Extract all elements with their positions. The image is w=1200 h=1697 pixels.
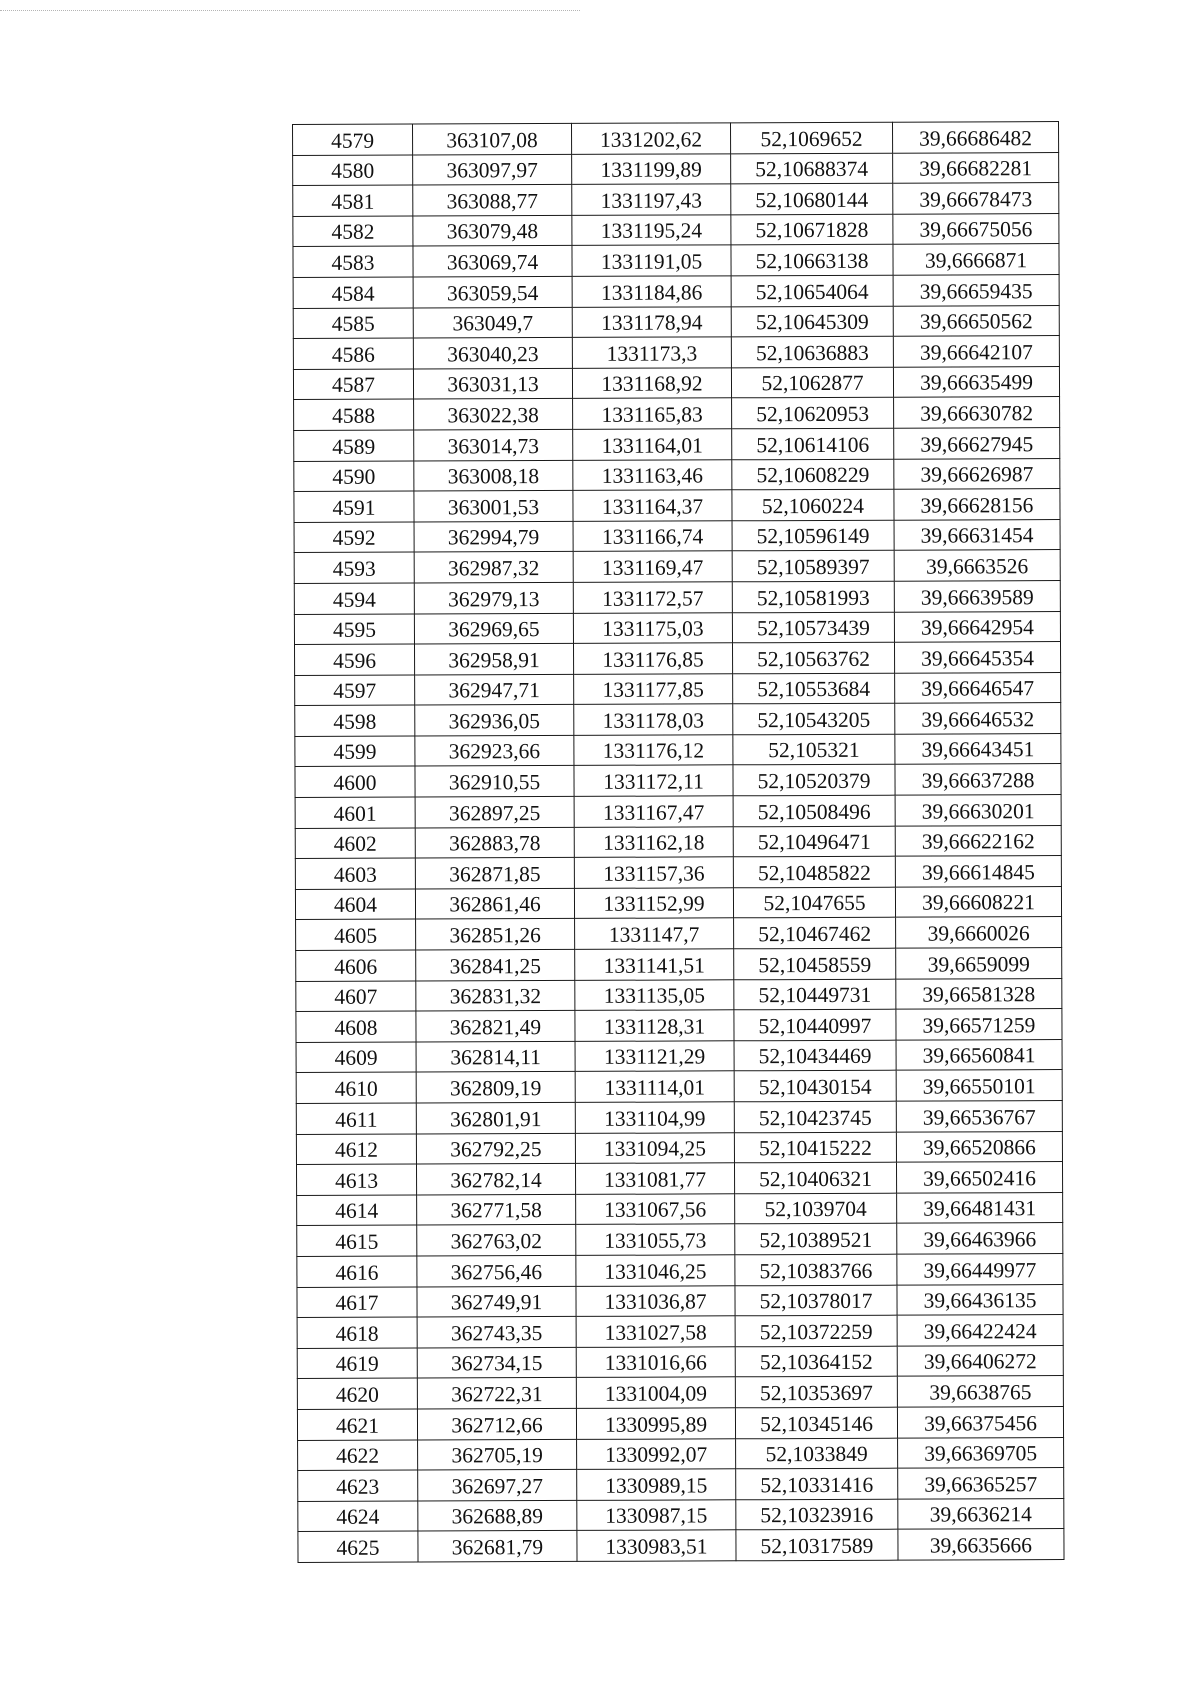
y-coordinate-cell: 1331199,89: [572, 153, 731, 184]
y-coordinate-cell: 1331121,29: [575, 1041, 734, 1072]
x-coordinate-cell: 362763,02: [417, 1225, 576, 1256]
point-number-cell: 4580: [293, 155, 413, 186]
y-coordinate-cell: 1331175,03: [573, 612, 732, 643]
y-coordinate-cell: 1331195,24: [572, 215, 731, 246]
table-row: [293, 366, 1059, 400]
y-coordinate-cell: 1331157,36: [574, 857, 733, 888]
y-coordinate-cell: 1331094,25: [575, 1132, 734, 1163]
longitude-cell: 39,6638765: [897, 1376, 1063, 1407]
table-row: [295, 886, 1061, 920]
y-coordinate-cell: 1331172,57: [573, 582, 732, 613]
point-number-cell: 4579: [293, 124, 413, 155]
x-coordinate-cell: 362743,35: [417, 1317, 576, 1348]
x-coordinate-cell: 362821,49: [416, 1011, 575, 1042]
x-coordinate-cell: 362969,65: [414, 613, 573, 644]
longitude-cell: 39,66627945: [894, 427, 1060, 458]
latitude-cell: 52,10345146: [735, 1407, 897, 1438]
point-number-cell: 4610: [296, 1072, 416, 1103]
latitude-cell: 52,10671828: [731, 214, 893, 245]
point-number-cell: 4597: [295, 675, 415, 706]
y-coordinate-cell: 1331104,99: [575, 1102, 734, 1133]
latitude-cell: 52,10563762: [732, 642, 894, 673]
point-number-cell: 4588: [294, 399, 414, 430]
point-number-cell: 4587: [293, 369, 413, 400]
y-coordinate-cell: 1331177,85: [574, 673, 733, 704]
table-row: [294, 642, 1060, 676]
y-coordinate-cell: 1331147,7: [575, 918, 734, 949]
x-coordinate-cell: 363059,54: [413, 276, 572, 307]
latitude-cell: 52,10364152: [735, 1346, 897, 1377]
table-row: [296, 1039, 1062, 1073]
y-coordinate-cell: 1331164,01: [573, 429, 732, 460]
y-coordinate-cell: 1331055,73: [576, 1224, 735, 1255]
longitude-cell: 39,66406272: [897, 1345, 1063, 1376]
x-coordinate-cell: 362697,27: [418, 1470, 577, 1501]
x-coordinate-cell: 362809,19: [416, 1072, 575, 1103]
table-row: [297, 1192, 1063, 1226]
latitude-cell: 52,10543205: [733, 703, 895, 734]
table-row: [297, 1376, 1063, 1410]
coordinates-table-body: [293, 122, 1065, 1563]
point-number-cell: 4623: [298, 1470, 418, 1501]
y-coordinate-cell: 1331166,74: [573, 521, 732, 552]
longitude-cell: 39,66608221: [895, 886, 1061, 917]
latitude-cell: 52,10383766: [735, 1254, 897, 1285]
table-row: [294, 397, 1060, 431]
latitude-cell: 52,10423745: [734, 1101, 896, 1132]
latitude-cell: 52,10353697: [735, 1377, 897, 1408]
y-coordinate-cell: 1331162,18: [574, 826, 733, 857]
latitude-cell: 52,10406321: [734, 1162, 896, 1193]
latitude-cell: 52,10589397: [732, 551, 894, 582]
longitude-cell: 39,66686482: [892, 122, 1058, 153]
point-number-cell: 4606: [296, 950, 416, 981]
longitude-cell: 39,66628156: [894, 489, 1060, 520]
point-number-cell: 4599: [295, 736, 415, 767]
y-coordinate-cell: 1330992,07: [577, 1438, 736, 1469]
point-number-cell: 4593: [294, 552, 414, 583]
point-number-cell: 4581: [293, 185, 413, 216]
y-coordinate-cell: 1331067,56: [576, 1194, 735, 1225]
x-coordinate-cell: 362910,55: [415, 766, 574, 797]
x-coordinate-cell: 362851,26: [416, 919, 575, 950]
longitude-cell: 39,66678473: [893, 183, 1059, 214]
longitude-cell: 39,66626987: [894, 458, 1060, 489]
x-coordinate-cell: 362722,31: [417, 1378, 576, 1409]
y-coordinate-cell: 1331165,83: [573, 398, 732, 429]
point-number-cell: 4601: [295, 797, 415, 828]
point-number-cell: 4594: [294, 583, 414, 614]
longitude-cell: 39,66365257: [898, 1468, 1064, 1499]
x-coordinate-cell: 362841,25: [416, 949, 575, 980]
longitude-cell: 39,66645354: [894, 642, 1060, 673]
y-coordinate-cell: 1331191,05: [572, 245, 731, 276]
y-coordinate-cell: 1331197,43: [572, 184, 731, 215]
latitude-cell: 52,10485822: [733, 856, 895, 887]
x-coordinate-cell: 363049,7: [413, 307, 572, 338]
point-number-cell: 4619: [297, 1348, 417, 1379]
x-coordinate-cell: 363031,13: [413, 368, 572, 399]
latitude-cell: 52,1033849: [736, 1438, 898, 1469]
latitude-cell: 52,1062877: [731, 367, 893, 398]
point-number-cell: 4625: [298, 1531, 418, 1562]
table-row: [297, 1284, 1063, 1318]
table-row: [297, 1345, 1063, 1379]
longitude-cell: 39,66449977: [897, 1254, 1063, 1285]
longitude-cell: 39,6666871: [893, 244, 1059, 275]
table-row: [295, 672, 1061, 706]
y-coordinate-cell: 1331135,05: [575, 979, 734, 1010]
table-row: [296, 948, 1062, 982]
longitude-cell: 39,66646532: [895, 703, 1061, 734]
latitude-cell: 52,1069652: [730, 122, 892, 153]
longitude-cell: 39,66622162: [895, 825, 1061, 856]
x-coordinate-cell: 363107,08: [413, 123, 572, 154]
x-coordinate-cell: 362923,66: [415, 735, 574, 766]
table-row: [296, 1009, 1062, 1043]
table-row: [294, 519, 1060, 553]
latitude-cell: 52,10520379: [733, 765, 895, 796]
latitude-cell: 52,1060224: [732, 489, 894, 520]
longitude-cell: 39,66463966: [897, 1223, 1063, 1254]
latitude-cell: 52,10620953: [732, 398, 894, 429]
table-row: [293, 305, 1059, 339]
y-coordinate-cell: 1331176,12: [574, 735, 733, 766]
x-coordinate-cell: 363069,74: [413, 246, 572, 277]
latitude-cell: 52,1039704: [735, 1193, 897, 1224]
longitude-cell: 39,6659099: [896, 948, 1062, 979]
longitude-cell: 39,6660026: [896, 917, 1062, 948]
y-coordinate-cell: 1331046,25: [576, 1255, 735, 1286]
x-coordinate-cell: 363014,73: [414, 429, 573, 460]
longitude-cell: 39,66639589: [894, 580, 1060, 611]
point-number-cell: 4605: [296, 919, 416, 950]
table-row: [297, 1406, 1063, 1440]
x-coordinate-cell: 363097,97: [413, 154, 572, 185]
table-row: [298, 1468, 1064, 1502]
longitude-cell: 39,66650562: [893, 305, 1059, 336]
table-row: [295, 795, 1061, 829]
point-number-cell: 4611: [296, 1103, 416, 1134]
y-coordinate-cell: 1331176,85: [573, 643, 732, 674]
longitude-cell: 39,66642107: [893, 336, 1059, 367]
table-row: [297, 1223, 1063, 1257]
latitude-cell: 52,10596149: [732, 520, 894, 551]
longitude-cell: 39,66631454: [894, 519, 1060, 550]
y-coordinate-cell: 1331167,47: [574, 796, 733, 827]
table-row: [297, 1315, 1063, 1349]
point-number-cell: 4603: [295, 858, 415, 889]
table-row: [296, 1131, 1062, 1165]
scan-artifact-line: [0, 10, 580, 11]
table-row: [298, 1437, 1064, 1471]
latitude-cell: 52,10378017: [735, 1285, 897, 1316]
latitude-cell: 52,10553684: [733, 673, 895, 704]
point-number-cell: 4617: [297, 1287, 417, 1318]
table-row: [295, 703, 1061, 737]
x-coordinate-cell: 363008,18: [414, 460, 573, 491]
longitude-cell: 39,66436135: [897, 1284, 1063, 1315]
y-coordinate-cell: 1331027,58: [576, 1316, 735, 1347]
x-coordinate-cell: 362771,58: [417, 1194, 576, 1225]
table-row: [294, 427, 1060, 461]
longitude-cell: 39,66659435: [893, 275, 1059, 306]
latitude-cell: 52,1047655: [733, 887, 895, 918]
x-coordinate-cell: 362947,71: [415, 674, 574, 705]
table-row: [293, 244, 1059, 278]
point-number-cell: 4607: [296, 981, 416, 1012]
point-number-cell: 4613: [296, 1164, 416, 1195]
x-coordinate-cell: 362801,91: [416, 1102, 575, 1133]
y-coordinate-cell: 1331184,86: [572, 276, 731, 307]
point-number-cell: 4602: [295, 828, 415, 859]
x-coordinate-cell: 362883,78: [415, 827, 574, 858]
longitude-cell: 39,66502416: [896, 1162, 1062, 1193]
longitude-cell: 39,66630201: [895, 795, 1061, 826]
table-row: [293, 183, 1059, 217]
coordinates-table: [292, 121, 1065, 1563]
x-coordinate-cell: 362734,15: [417, 1347, 576, 1378]
point-number-cell: 4590: [294, 461, 414, 492]
x-coordinate-cell: 362712,66: [417, 1408, 576, 1439]
y-coordinate-cell: 1331081,77: [575, 1163, 734, 1194]
latitude-cell: 52,10608229: [732, 459, 894, 490]
table-row: [293, 336, 1059, 370]
x-coordinate-cell: 362749,91: [417, 1286, 576, 1317]
y-coordinate-cell: 1331172,11: [574, 765, 733, 796]
latitude-cell: 52,10449731: [734, 979, 896, 1010]
table-row: [296, 978, 1062, 1012]
longitude-cell: 39,66682281: [893, 152, 1059, 183]
y-coordinate-cell: 1331004,09: [576, 1377, 735, 1408]
table-row: [297, 1254, 1063, 1288]
table-row: [294, 580, 1060, 614]
table-row: [294, 458, 1060, 492]
y-coordinate-cell: 1330983,51: [577, 1530, 736, 1561]
x-coordinate-cell: 362897,25: [415, 796, 574, 827]
point-number-cell: 4591: [294, 491, 414, 522]
x-coordinate-cell: 362871,85: [415, 858, 574, 889]
x-coordinate-cell: 362936,05: [415, 705, 574, 736]
latitude-cell: 52,10663138: [731, 245, 893, 276]
table-row: [295, 856, 1061, 890]
latitude-cell: 52,10331416: [736, 1468, 898, 1499]
point-number-cell: 4582: [293, 216, 413, 247]
x-coordinate-cell: 362792,25: [416, 1133, 575, 1164]
point-number-cell: 4595: [294, 614, 414, 645]
latitude-cell: 52,10389521: [735, 1224, 897, 1255]
longitude-cell: 39,6636214: [898, 1498, 1064, 1529]
table-row: [296, 1101, 1062, 1135]
point-number-cell: 4604: [295, 889, 415, 920]
point-number-cell: 4614: [297, 1195, 417, 1226]
latitude-cell: 52,10680144: [731, 183, 893, 214]
point-number-cell: 4615: [297, 1225, 417, 1256]
y-coordinate-cell: 1331178,94: [572, 306, 731, 337]
longitude-cell: 39,66643451: [895, 733, 1061, 764]
x-coordinate-cell: 362705,19: [418, 1439, 577, 1470]
x-coordinate-cell: 363001,53: [414, 491, 573, 522]
longitude-cell: 39,66520866: [896, 1131, 1062, 1162]
point-number-cell: 4609: [296, 1042, 416, 1073]
longitude-cell: 39,66375456: [897, 1406, 1063, 1437]
x-coordinate-cell: 362782,14: [416, 1164, 575, 1195]
y-coordinate-cell: 1331114,01: [575, 1071, 734, 1102]
latitude-cell: 52,10508496: [733, 795, 895, 826]
longitude-cell: 39,66560841: [896, 1039, 1062, 1070]
latitude-cell: 52,10415222: [734, 1132, 896, 1163]
table-row: [294, 611, 1060, 645]
y-coordinate-cell: 1331163,46: [573, 459, 732, 490]
latitude-cell: 52,10573439: [732, 612, 894, 643]
y-coordinate-cell: 1331036,87: [576, 1285, 735, 1316]
longitude-cell: 39,6663526: [894, 550, 1060, 581]
longitude-cell: 39,66422424: [897, 1315, 1063, 1346]
point-number-cell: 4600: [295, 767, 415, 798]
x-coordinate-cell: 363022,38: [414, 399, 573, 430]
x-coordinate-cell: 363088,77: [413, 185, 572, 216]
longitude-cell: 39,66642954: [894, 611, 1060, 642]
latitude-cell: 52,10688374: [731, 153, 893, 184]
y-coordinate-cell: 1331141,51: [575, 949, 734, 980]
x-coordinate-cell: 362987,32: [414, 552, 573, 583]
latitude-cell: 52,10654064: [731, 275, 893, 306]
point-number-cell: 4589: [294, 430, 414, 461]
latitude-cell: 52,10496471: [733, 826, 895, 857]
table-row: [296, 917, 1062, 951]
point-number-cell: 4618: [297, 1317, 417, 1348]
table-row: [298, 1498, 1064, 1532]
longitude-cell: 39,66614845: [895, 856, 1061, 887]
x-coordinate-cell: 363079,48: [413, 215, 572, 246]
y-coordinate-cell: 1331128,31: [575, 1010, 734, 1041]
point-number-cell: 4598: [295, 705, 415, 736]
longitude-cell: 39,66581328: [896, 978, 1062, 1009]
latitude-cell: 52,10467462: [734, 918, 896, 949]
longitude-cell: 39,66550101: [896, 1070, 1062, 1101]
point-number-cell: 4608: [296, 1011, 416, 1042]
table-row: [295, 825, 1061, 859]
x-coordinate-cell: 362688,89: [418, 1500, 577, 1531]
table-row: [293, 122, 1059, 156]
table-row: [295, 733, 1061, 767]
table-row: [294, 550, 1060, 584]
table-row: [296, 1162, 1062, 1196]
point-number-cell: 4584: [293, 277, 413, 308]
longitude-cell: 39,66571259: [896, 1009, 1062, 1040]
point-number-cell: 4624: [298, 1501, 418, 1532]
x-coordinate-cell: 362958,91: [414, 644, 573, 675]
latitude-cell: 52,10323916: [736, 1499, 898, 1530]
longitude-cell: 39,66675056: [893, 213, 1059, 244]
x-coordinate-cell: 362756,46: [417, 1255, 576, 1286]
x-coordinate-cell: 363040,23: [413, 338, 572, 369]
y-coordinate-cell: 1330987,15: [577, 1500, 736, 1531]
table-row: [293, 213, 1059, 247]
table-row: [298, 1529, 1064, 1563]
x-coordinate-cell: 362994,79: [414, 521, 573, 552]
y-coordinate-cell: 1330989,15: [577, 1469, 736, 1500]
latitude-cell: 52,10430154: [734, 1071, 896, 1102]
latitude-cell: 52,10372259: [735, 1315, 897, 1346]
y-coordinate-cell: 1331202,62: [571, 123, 730, 154]
point-number-cell: 4592: [294, 522, 414, 553]
longitude-cell: 39,66637288: [895, 764, 1061, 795]
table-row: [296, 1070, 1062, 1104]
longitude-cell: 39,66369705: [898, 1437, 1064, 1468]
point-number-cell: 4620: [297, 1378, 417, 1409]
x-coordinate-cell: 362861,46: [415, 888, 574, 919]
longitude-cell: 39,66481431: [897, 1192, 1063, 1223]
x-coordinate-cell: 362979,13: [414, 582, 573, 613]
point-number-cell: 4585: [293, 308, 413, 339]
latitude-cell: 52,105321: [733, 734, 895, 765]
longitude-cell: 39,66630782: [894, 397, 1060, 428]
longitude-cell: 39,6635666: [898, 1529, 1064, 1560]
table-row: [293, 275, 1059, 309]
point-number-cell: 4583: [293, 246, 413, 277]
point-number-cell: 4621: [297, 1409, 417, 1440]
latitude-cell: 52,10458559: [734, 948, 896, 979]
y-coordinate-cell: 1331016,66: [576, 1347, 735, 1378]
y-coordinate-cell: 1331178,03: [574, 704, 733, 735]
latitude-cell: 52,10434469: [734, 1040, 896, 1071]
y-coordinate-cell: 1331169,47: [573, 551, 732, 582]
x-coordinate-cell: 362814,11: [416, 1041, 575, 1072]
x-coordinate-cell: 362681,79: [418, 1531, 577, 1562]
point-number-cell: 4622: [298, 1440, 418, 1471]
point-number-cell: 4596: [294, 644, 414, 675]
point-number-cell: 4612: [296, 1134, 416, 1165]
table-row: [295, 764, 1061, 798]
latitude-cell: 52,10440997: [734, 1009, 896, 1040]
latitude-cell: 52,10317589: [736, 1529, 898, 1560]
latitude-cell: 52,10636883: [731, 336, 893, 367]
y-coordinate-cell: 1331168,92: [572, 368, 731, 399]
latitude-cell: 52,10614106: [732, 428, 894, 459]
point-number-cell: 4586: [293, 338, 413, 369]
longitude-cell: 39,66635499: [893, 366, 1059, 397]
latitude-cell: 52,10581993: [732, 581, 894, 612]
longitude-cell: 39,66646547: [895, 672, 1061, 703]
x-coordinate-cell: 362831,32: [416, 980, 575, 1011]
table-row: [294, 489, 1060, 523]
y-coordinate-cell: 1331152,99: [574, 888, 733, 919]
y-coordinate-cell: 1330995,89: [576, 1408, 735, 1439]
point-number-cell: 4616: [297, 1256, 417, 1287]
latitude-cell: 52,10645309: [731, 306, 893, 337]
longitude-cell: 39,66536767: [896, 1101, 1062, 1132]
table-row: [293, 152, 1059, 186]
y-coordinate-cell: 1331164,37: [573, 490, 732, 521]
y-coordinate-cell: 1331173,3: [572, 337, 731, 368]
